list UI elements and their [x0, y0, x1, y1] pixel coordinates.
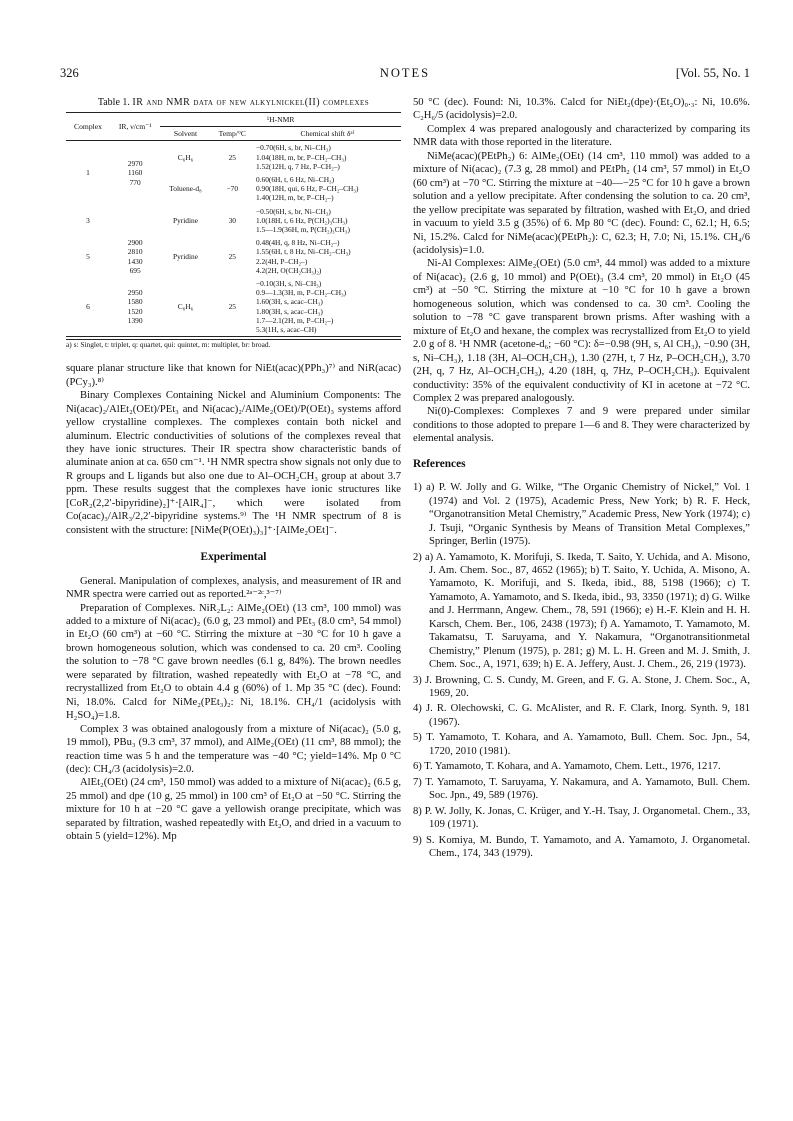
complex-number: 6 — [86, 302, 90, 312]
th-temp: Temp/°C — [218, 129, 246, 139]
right-para-1: Complex 4 was prepared analogously and characterized by comparing its NMR data with those reported in the literature. — [413, 123, 750, 149]
th-ir: IR, ν/cm⁻¹ — [118, 122, 152, 132]
chemical-shifts: −0.70(6H, s, br, Ni–CH₃) 1.04(18H, m, br, P–CH₂–CH₃) 1.52(12H, q, 7 Hz, P–CH₂–) — [255, 143, 347, 171]
reference-item: 1) a) P. W. Jolly and G. Wilke, “The Organic Chemistry of Nickel,” Vol. 1 (1974) and Vol. 2 (1975), Academic Press, New York; b) R. F. Heck, “Organotransition Metal Chemistry,” Academic Press, New York (1974); c) J. Tsuji, “Organic Synthesis by Means of Transition Metal Complexes,” Springer, Berlin (1975). — [413, 482, 750, 548]
table-caption-title: IR and NMR data of new alkylnickel(II) complexes — [132, 97, 370, 108]
left-column — [66, 96, 401, 844]
reference-item: 9) S. Komiya, M. Bundo, T. Yamamoto, and A. Yamamoto, J. Organometal. Chem., 174, 343 (1979). — [413, 834, 750, 860]
solvent: C₆H₆ — [177, 152, 194, 162]
ir-values — [110, 205, 160, 237]
temperature: −70 — [226, 184, 239, 194]
body-para-1: Binary Complexes Containing Nickel and Aluminium Components: The Ni(acac)₂/AlEt₂(OEt)/PEt₃ and Ni(acac)₂/AlMe₂(OEt)/P(OEt)₃ systems afford yellow crystalline complexes. The complexes contain both nickel and aluminum. Electric conductivities of solutions of the complexes reveal that they have ionic structures. Their IR spectra show characteristic bands of aluminate anion at ca. 650 cm⁻¹. ¹H NMR spectra show signals not only due to R groups and L ligands but also one due to Al–OCH₂CH₃ group at about 3.7 ppm. These results suggest that the complexes have ionic structures like [CoR₂(2,2′-bipyridine)₂]⁺·[AlR₄]⁻, which were isolated from Co(acac)₃/AlR₃/2,2′-bipyridine systems.⁹⁾ The ¹H NMR spectrum of 8 is consistent with the structure: [NiMe(P(OEt)₃)₃]⁺·[AlMe₂OEt]⁻. — [66, 390, 401, 536]
chemical-shifts: −0.10(3H, s, Ni–CH₃) 0.9—1.3(3H, m, P–CH₂–CH₃) 1.60(3H, s, acac–CH₃) 1.80(3H, s, acac–CH₃) 1.7—2.1(2H, m, P–CH₂–) 5.3(1H, s, acac–CH) — [255, 279, 347, 335]
right-para-4: Ni(0)-Complexes: Complexes 7 and 9 were prepared under similar conditions to those adopted to prepare 1—6 and 8. They were characterized by elemental analysis. — [413, 406, 750, 445]
table-row — [66, 277, 401, 337]
reference-item: 7) T. Yamamoto, T. Saruyama, Y. Nakamura, and A. Yamamoto, Bull. Chem. Soc. Jpn., 49, 589 (1976). — [413, 776, 750, 802]
reference-item: 6) T. Yamamoto, T. Kohara, and A. Yamamoto, Chem. Lett., 1976, 1217. — [413, 761, 721, 773]
right-para-0: 50 °C (dec). Found: Ni, 10.3%. Calcd for NiEt₂(dpe)·(Et₂O)₀.₃: Ni, 10.6%. C₂H₆/5 (acidolysis)=2.0. — [413, 97, 750, 122]
th-complex: Complex — [74, 122, 102, 132]
table-row — [66, 205, 401, 237]
th-nmr: ¹H-NMR — [160, 113, 401, 127]
journal-section: NOTES — [379, 66, 431, 80]
exp-para-0: General. Manipulation of complexes, analysis, and measurement of IR and NMR spectra were carried out as reported.²ᵃ⁻²ᶜ,³⁻⁷⁾ — [66, 575, 401, 601]
solvent: Pyridine — [172, 252, 198, 262]
body-para-0: square planar structure like that known for NiEt(acac)(PPh₃)⁷⁾ and NiR(acac)(PCy₃).⁸⁾ — [66, 363, 401, 388]
right-para-3: Ni-Al Complexes: AlMe₂(OEt) (5.0 cm³, 44 mmol) was added to a mixture of Ni(acac)₂ (2.6 g, 10 mmol) and P(OEt)₃ (3.4 cm³, 20 mmol) in Et₂O (45 cm³) at −50 °C. Stirring the mixture at −10 °C for 10 h gave a brown homogeneous solution, which was condensed to ca. 30 cm³. Cooling the solution to −78 °C gave transparent brown prisms. After washing with a mixture of Et₂O and hexane, the complex was recrystallized from Et₂O to yield 2.0 g of 8. ¹H NMR (acetone-d₆; −60 °C): δ=−0.98 (9H, s, Al CH₃), −0.90 (3H, s, Ni–CH₃), 1.18 (3H, Al–OCH₂CH₃), 1.30 (27H, t, 7 Hz, P–OCH₂CH₃), 3.70 (2H, q, 7 Hz, Al–OCH₂CH₃), 4.20 (18H, q, 7Hz, P–OCH₂CH₃). Equivalent conductivity: 35% of the equivalent conductivity of KI in acetone at −72 °C. Complex 2 was prepared analogously. — [413, 258, 750, 404]
table-caption — [66, 96, 401, 109]
references-heading: References — [413, 457, 466, 470]
right-para-2: NiMe(acac)(PEtPh₂) 6: AlMe₂(OEt) (14 cm³, 110 mmol) was added to a mixture of Ni(acac)₂ (7.3 g, 28 mmol) and PEtPh₂ (14 cm³, 57 mmol) in Et₂O (60 cm³) at −70 °C. Stirring the mixture at −40—−25 °C for 10 h gave a brown solution and a yellow precipitate. After condensing the solution to ca. 20 cm³, the yellow precipitate was separated by filtration, washed with Et₂O, and dried in vacuum to yield 3.5 g (35%) of 6. Mp 80 °C (dec). Found: C, 62.1; H, 6.5; Ni, 15.2%. Calcd for NiMe(acac)(PEtPh₂): C, 62.3; H, 7.0; Ni, 15.1%. CH₄/6 (acidolysis)=1.0. — [413, 150, 750, 256]
reference-item: 8) P. W. Jolly, K. Jonas, C. Krüger, and Y.-H. Tsay, J. Organometal. Chem., 33, 109 (1971). — [413, 805, 750, 831]
page-number: 326 — [60, 66, 79, 80]
solvent: Pyridine — [172, 215, 198, 225]
exp-para-3: AlEt₂(OEt) (24 cm³, 150 mmol) was added to a mixture of Ni(acac)₂ (6.5 g, 25 mmol) and dpe (10 g, 25 mmol) in 100 cm³ of Et₂O at −50 °C. Stirring the mixture for 10 h at −20 °C gave a yellowish orange precipitate, which was separated by filtration, washed repeatedly with Et₂O, and dried in a vacuum to obtain 5 (yield=12%). Mp — [66, 777, 401, 843]
complex-number: 5 — [86, 252, 90, 262]
complex-number: 3 — [86, 215, 90, 225]
exp-para-1: Preparation of Complexes. NiR₂L₂: AlMe₂(OEt) (13 cm³, 100 mmol) was added to a mixture of Ni(acac)₂ (6.0 g, 23 mmol) and PEt₃ (8.0 cm³, 54 mmol) in Et₂O (60 cm³) at −60 °C. Stirring the mixture at −30 °C for 10 h gave a brown homogeneous solution, which was condensed to ca. 20 cm³. Cooling the solution to −78 °C gave brown needles (6.1 g, 84%). The brown needles were separated by filtration, washed repeatedly with Et₂O at −78 °C, and recrystallized from Et₂O to obtain 4.4 g (60%) of 1. Mp 35 °C (dec). Found: Ni, 18.0%. Calcd for NiMe₂(PEt₃)₂: Ni, 18.1%. CH₄/1 (acidolysis with H₂SO₄)=1.8. — [66, 602, 401, 722]
temperature: 30 — [228, 215, 236, 225]
chemical-shifts: 0.60(6H, t, 6 Hz, Ni–CH₃) 0.90(18H, qui, 6 Hz, P–CH₂–CH₃) 1.40(12H, m, br, P–CH₂–) — [255, 175, 359, 203]
reference-item: 2) a) A. Yamamoto, K. Morifuji, S. Ikeda, T. Saito, Y. Uchida, and A. Misono, J. Am. Chem. Soc., 87, 4652 (1965); b) T. Saito, Y. Uchida, A. Misono, A. Yamamoto, K. Morifuji, and S. Ikeda, ibid., 88, 5198 (1966); c) T. Yamamoto, A. Yamamoto, and S. Ikeda, ibid., 93, 3350 (1971); d) G. Wilke and J. Herrmann, Angew. Chem., 78, 591 (1966); e) H.-F. Klein and H. H. Karsch, Chem. Ber., 106, 2438 (1973); f) A. Yamamoto, T. Yamamoto, M. Takamatsu, T. Saruyama, and Y. Nakamura, “Organotransitionmetal Chemistry,” Plenum (1975), p. 281; g) M. L. H. Green and M. J. Smith, J. Chem. Soc., A, 1971, 639; h) E. A. Jeffery, Aust. J. Chem., 26, 219 (1973). — [413, 551, 750, 671]
nmr-data-table — [66, 112, 401, 337]
reference-item: 5) T. Yamamoto, T. Kohara, and A. Yamamoto, Bull. Chem. Soc. Jpn., 54, 1720, 2010 (1981). — [413, 732, 750, 757]
table-row — [66, 236, 401, 277]
volume-info: [Vol. 55, No. 1 — [675, 66, 750, 80]
ir-values: 2970 1160 770 — [127, 159, 143, 187]
solvent: C₆H₆ — [177, 302, 194, 312]
th-shift: Chemical shift δᵃ⁾ — [300, 129, 355, 139]
temperature: 25 — [228, 252, 236, 262]
ir-values: 2950 1580 1520 1390 — [127, 288, 143, 325]
right-column — [413, 96, 750, 862]
exp-para-2: Complex 3 was obtained analogously from a mixture of Ni(acac)₂ (5.0 g, 19 mmol), PBu₃ (9.3 cm³, 37 mmol), and AlMe₂(OEt) (11 cm³, 88 mmol); the reaction time was 5 h and the temperature was −40 °C; yield=14%. Mp 0 °C (dec): CH₄/3 (acidolysis)=2.0. — [66, 723, 401, 775]
th-solvent: Solvent — [173, 129, 198, 139]
running-header — [60, 66, 750, 86]
table-caption-label: Table 1. — [97, 97, 130, 108]
temperature: 25 — [228, 302, 236, 312]
table-footnote: a) s: Singlet, t: triplet, q: quartet, qui: quintet, m: multiplet, br: broad. — [66, 339, 401, 350]
temperature: 25 — [228, 152, 236, 162]
reference-item: 4) J. R. Olechowski, C. G. McAlister, and R. F. Clark, Inorg. Synth. 9, 181 (1967). — [413, 703, 750, 728]
experimental-heading: Experimental — [200, 551, 267, 564]
reference-list — [413, 481, 750, 860]
complex-number: 1 — [86, 168, 90, 178]
chemical-shifts: −0.50(6H, s, br, Ni–CH₃) 1.0(18H, t, 6 Hz, P(CH₂)₃CH₃) 1.5—1.9(36H, m, P(CH₂)₃CH₃) — [255, 206, 350, 235]
solvent: Toluene-d₈ — [169, 184, 202, 194]
ir-values: 2900 2810 1430 695 — [127, 238, 143, 275]
reference-item: 3) J. Browning, C. S. Cundy, M. Green, and F. G. A. Stone, J. Chem. Soc., A, 1969, 20. — [413, 674, 750, 700]
chemical-shifts: 0.48(4H, q, 8 Hz, Ni–CH₂–) 1.55(6H, t, 8 Hz, Ni–CH₂–CH₃) 2.2(4H, P–CH₂–) 4.2(2H, O(CH₂CH₃)₂) — [255, 238, 351, 275]
table-row — [66, 141, 401, 173]
